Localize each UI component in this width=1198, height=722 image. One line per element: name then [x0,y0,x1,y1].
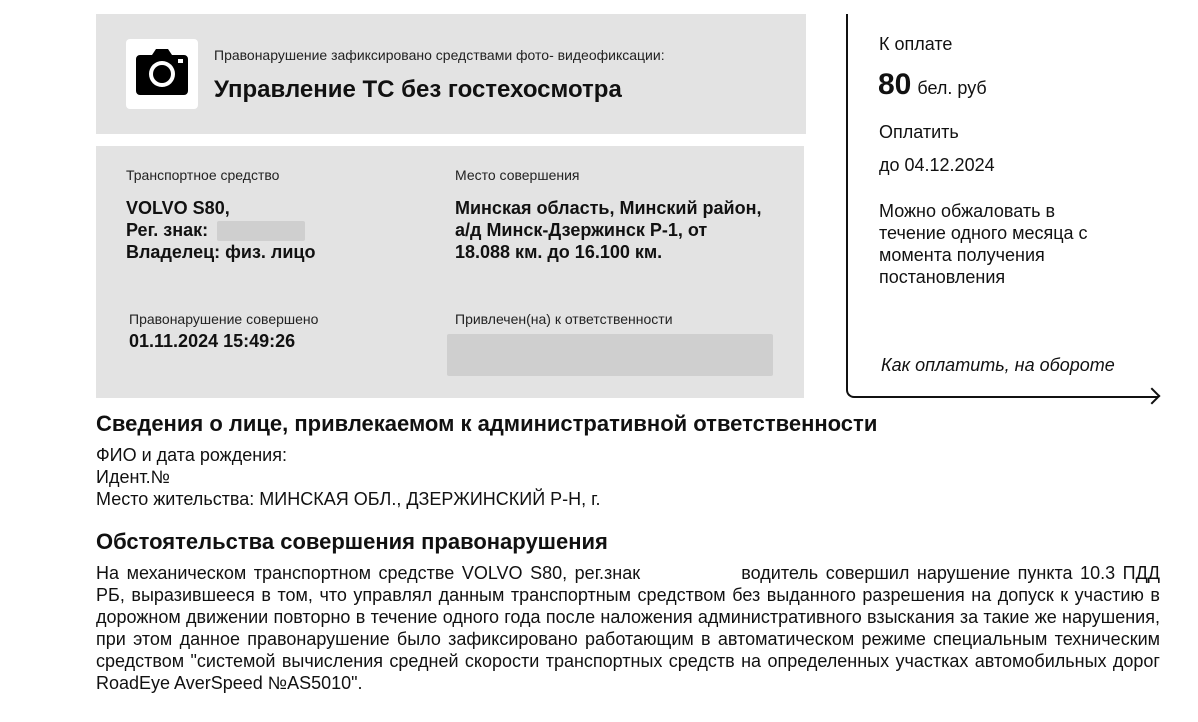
liable-redacted [447,334,773,376]
liable-label: Привлечен(на) к ответственности [455,311,673,327]
fio-label: ФИО и дата рождения: [96,445,287,465]
violation-header-panel [96,14,806,134]
amount-value: 80 [878,68,912,101]
appeal-line-1: Можно обжаловать в [879,201,1056,221]
fio-line [96,445,287,466]
appeal-note [879,200,1129,288]
vehicle-plate-row [126,219,305,242]
circumstances-text [96,562,1160,694]
appeal-line-3: момента получения [879,245,1045,265]
how-to-pay-note: Как оплатить, на обороте [881,355,1115,375]
pay-label: Оплатить [879,122,959,142]
ident-label: Идент.№ [96,467,170,487]
person-section-heading: Сведения о лице, привлекаемом к административной ответственности [96,411,878,436]
amount-currency: бел. руб [917,78,987,98]
circumstances-text-part2: водитель совершил нарушение пункта 10.3 ПДД РБ, выразившееся в том, что управлял данным транспортным средством без выданного разрешения на допуск к участию в дорожном движении повторно в течение одного года после наложения административного взыскания за такие же нарушения, при этом данное правонарушение было зафиксировано работающим в автоматическом режиме специальным техническим средством "системой вычисления средней скорости транспортных средств на определенных участках автомобильных дорог RoadEye AverSpeed №AS5010". [96,563,1160,693]
appeal-line-2: течение одного месяца с [879,223,1088,243]
camera-icon [134,49,190,97]
vehicle-label: Транспортное средство [126,167,280,183]
plate-label: Рег. знак: [126,220,209,240]
place-line-1: Минская область, Минский район, [455,198,762,218]
place-line-2: а/д Минск-Дзержинск Р-1, от [455,220,708,240]
ident-line [96,467,170,488]
camera-icon-box [126,39,198,109]
circumstances-heading: Обстоятельства совершения правонарушения [96,529,608,554]
circumstances-text-part1: На механическом транспортном средстве VOLVO S80, рег.знак [96,563,641,583]
payment-amount [878,68,987,102]
plate-redacted [217,221,305,241]
place-line-3: 18.088 км. до 16.100 км. [455,242,663,262]
appeal-line-4: постановления [879,267,1006,287]
committed-datetime: 01.11.2024 15:49:26 [129,331,296,351]
violation-subtitle: Правонарушение зафиксировано средствами фото- видеофиксации: [214,47,665,63]
due-date: до 04.12.2024 [879,155,995,175]
place-label: Место совершения [455,167,580,183]
vehicle-owner: Владелец: физ. лицо [126,242,316,262]
violation-info-panel [96,146,804,398]
violation-title: Управление ТС без гостехосмотра [214,76,622,103]
committed-label: Правонарушение совершено [129,311,319,327]
residence-line: Место жительства: МИНСКАЯ ОБЛ., ДЗЕРЖИНСКИЙ Р-Н, г. [96,489,601,509]
to-pay-label: К оплате [879,34,953,54]
vehicle-model: VOLVO S80, [126,198,230,218]
